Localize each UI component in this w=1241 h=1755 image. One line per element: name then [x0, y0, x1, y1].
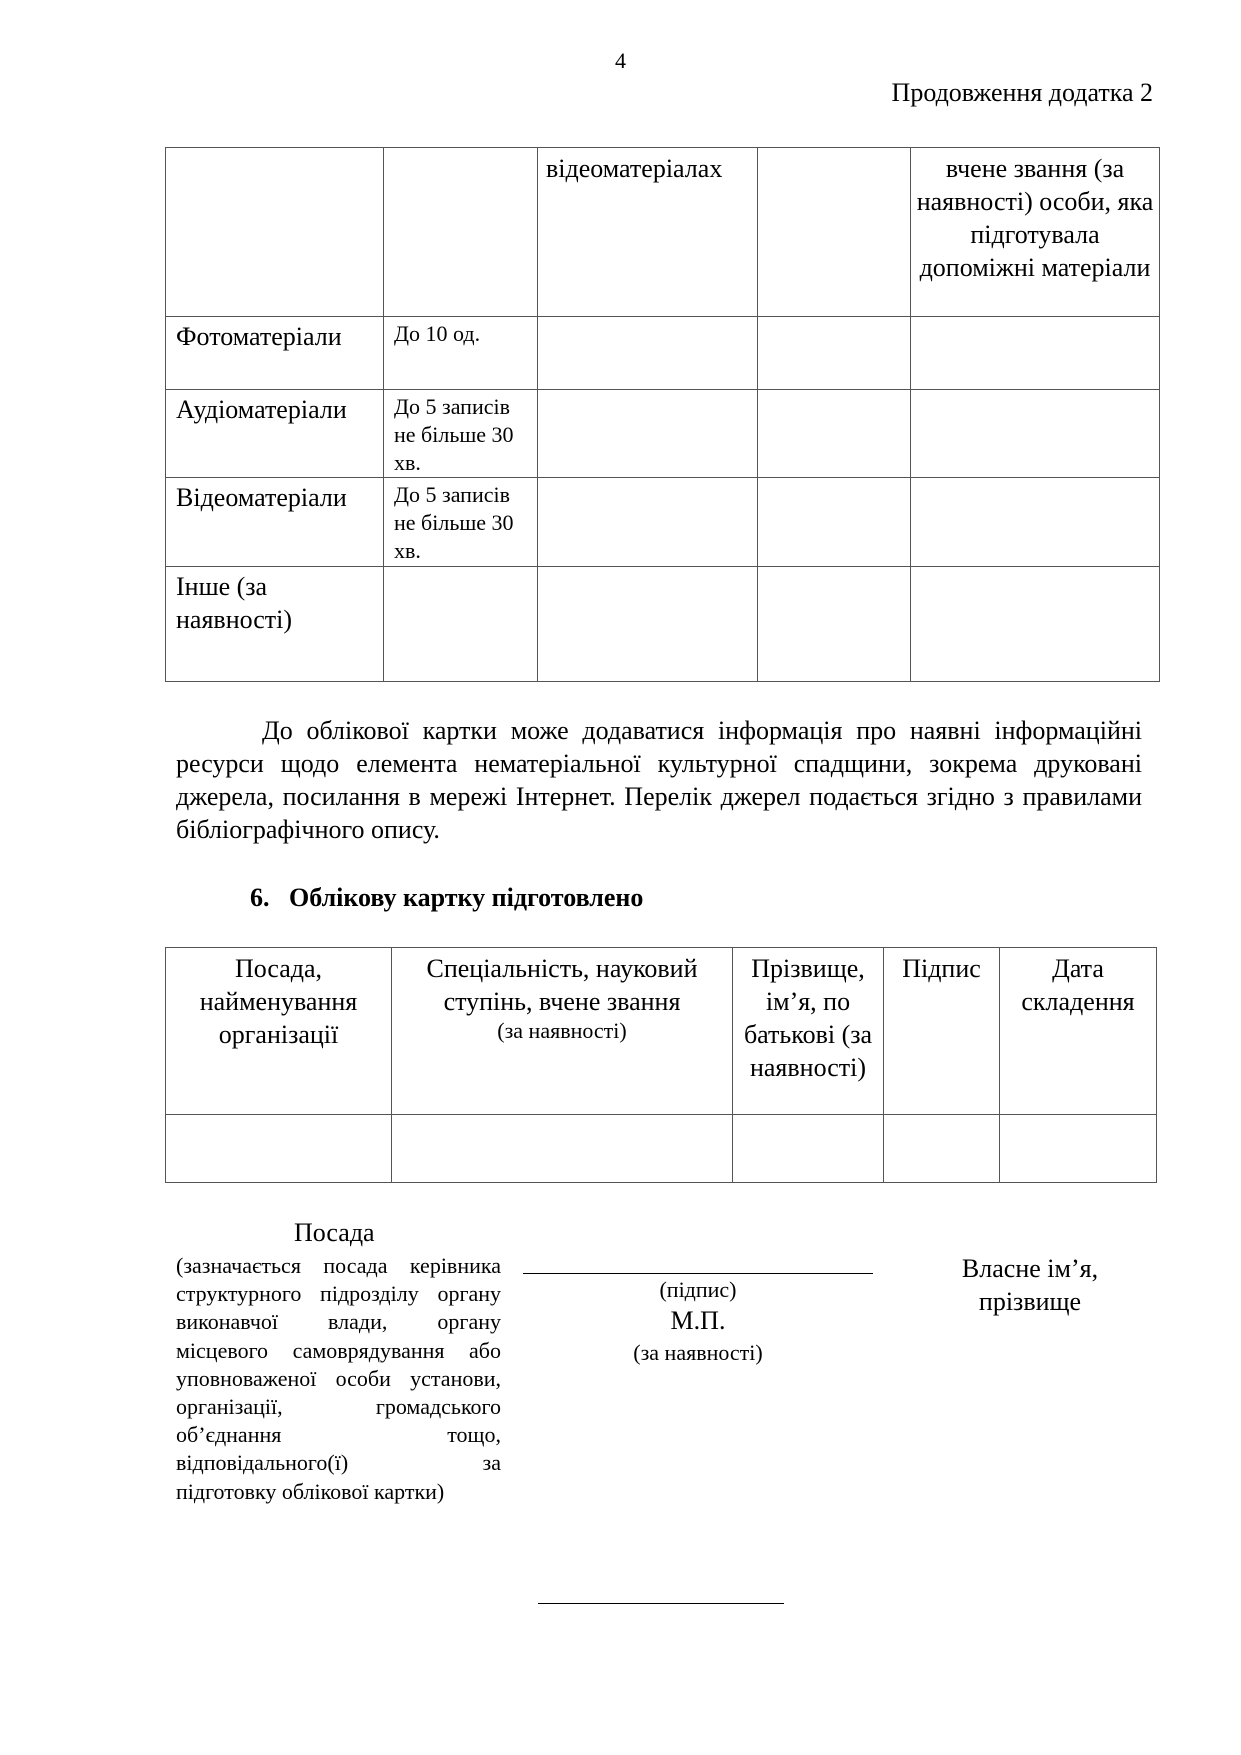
table-cell — [392, 1115, 733, 1183]
header-cell — [733, 948, 884, 1115]
section-heading — [250, 883, 643, 913]
stamp-note: (за наявності) — [633, 1340, 763, 1365]
row-limit: До 5 записів не більше 30 хв. — [384, 478, 538, 567]
table-row — [166, 148, 1160, 317]
header-text: Прізвище, ім’я, по батькові (за наявності) — [743, 954, 873, 1082]
table-row — [166, 478, 1160, 567]
table-cell — [884, 1115, 1000, 1183]
header-cell — [1000, 948, 1157, 1115]
table-cell — [733, 1115, 884, 1183]
header-text: Підпис — [902, 954, 981, 983]
table-cell — [758, 478, 911, 567]
table-cell — [758, 317, 911, 390]
table-cell — [384, 148, 538, 317]
table-row — [166, 317, 1160, 390]
table-cell — [166, 1115, 392, 1183]
table-cell — [538, 317, 758, 390]
position-desc-text: (зазначається посада керівника структурного підрозділу органу виконавчої влади, органу місцевого самоврядування або уповноваженої особи установи, організації, громадського об’єднання тощо, відповідального(ї) за — [176, 1253, 501, 1476]
signature-caption: (підпис) — [659, 1277, 737, 1302]
row-limit: До 5 записів не більше 30 хв. — [384, 390, 538, 478]
table-cell — [166, 148, 384, 317]
header-text: Посада, найменування організації — [199, 954, 358, 1049]
appendix-continuation: Продовження додатка 2 — [891, 78, 1153, 107]
position-title: Посада — [294, 1218, 375, 1247]
page-number: 4 — [615, 48, 626, 73]
table-cell: відеоматеріалах — [538, 148, 758, 317]
materials-table — [165, 147, 1160, 682]
position-desc-last: підготовку облікової картки) — [176, 1478, 445, 1504]
table-cell — [758, 567, 911, 682]
table-cell — [911, 317, 1160, 390]
header-note: (за наявності) — [497, 1018, 627, 1043]
info-paragraph — [176, 714, 1142, 846]
header-text: Дата складення — [1021, 954, 1135, 1016]
prepared-by-table — [165, 947, 1157, 1183]
table-cell — [538, 478, 758, 567]
paragraph-text: До облікової картки може додаватися інформація про наявні інформаційні ресурси щодо елемента нематеріальної культурної спадщини, зокрема друковані джерела, посилання в мережі Інтернет. Перелік джерел подається згідно з правилами бібліографічного опису. — [176, 716, 1142, 844]
header-cell — [884, 948, 1000, 1115]
row-label: Інше (за наявності) — [166, 567, 384, 682]
row-label: Аудіоматеріали — [166, 390, 384, 478]
bottom-line — [538, 1603, 784, 1604]
row-label: Фотоматеріали — [166, 317, 384, 390]
table-cell — [911, 390, 1160, 478]
name-label: Власне ім’я, прізвище — [961, 1254, 1099, 1316]
table-cell — [758, 390, 911, 478]
table-cell — [538, 390, 758, 478]
table-row — [166, 1115, 1157, 1183]
table-cell — [911, 478, 1160, 567]
row-limit — [384, 567, 538, 682]
signature-line — [523, 1273, 873, 1274]
table-cell — [758, 148, 911, 317]
header-text: Спеціальність, науковий ступінь, вчене звання — [426, 954, 698, 1016]
row-limit: До 10 од. — [384, 317, 538, 390]
table-row — [166, 390, 1160, 478]
row-label: Відеоматеріали — [166, 478, 384, 567]
stamp-label: М.П. — [670, 1306, 726, 1335]
table-header-row — [166, 948, 1157, 1115]
table-cell — [911, 567, 1160, 682]
table-cell — [1000, 1115, 1157, 1183]
position-description — [176, 1252, 501, 1506]
header-cell — [166, 948, 392, 1115]
section-title: Облікову картку підготовлено — [289, 883, 644, 912]
section-number: 6. — [250, 883, 270, 912]
table-cell — [538, 567, 758, 682]
header-cell — [392, 948, 733, 1115]
table-cell: вчене звання (за наявності) особи, яка підготувала допоміжні матеріали — [911, 148, 1160, 317]
table-row — [166, 567, 1160, 682]
